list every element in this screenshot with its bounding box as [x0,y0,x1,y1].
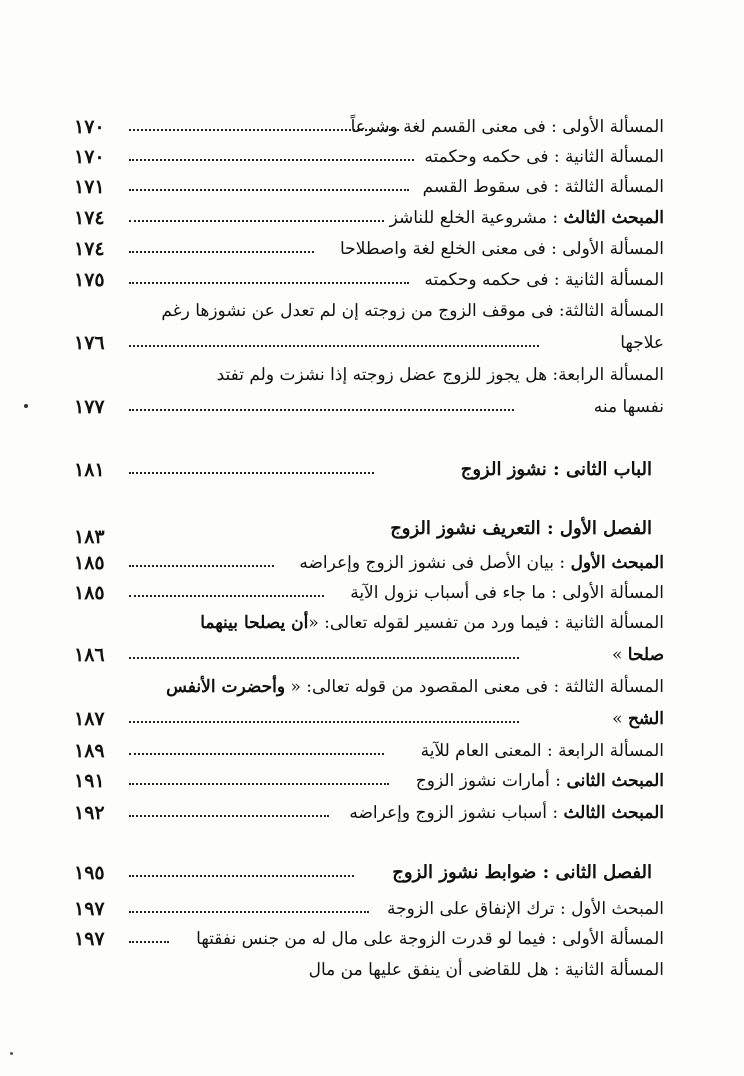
toc-entry[interactable] [74,608,664,670]
toc-entry-title: المسألة الثانية : فيما ورد من تفسير لقوله تعالى: « [308,613,664,633]
leader-dots [129,908,369,913]
toc-entry[interactable] [74,924,664,954]
toc-entry-label: الباب الثانى : نشوز الزوج [460,459,652,480]
section-heading: المبحث الثالث [563,208,664,228]
toc-entry[interactable] [74,955,664,985]
section-heading: المبحث الثالث [563,803,664,823]
chapter-heading[interactable] [74,455,664,485]
section-heading: المبحث الأول [570,553,664,573]
toc-entry-continuation [612,704,664,734]
quran-quote-end: الشح [627,709,664,729]
quran-quote: أن يصلحا بينهما [200,613,309,633]
leader-dots [129,186,409,191]
toc-entry-title: : بيان الأصل فى نشوز الزوج وإعراضه [299,553,571,573]
page-number: ١٧٧ [74,396,105,418]
page-number: ١٩٥ [74,862,105,884]
toc-entry-label: المسألة الرابعة: هل يجوز للزوج عضل زوجته إذا نشزت ولم تفتد [216,365,664,385]
leader-dots [129,718,519,723]
leader-dots [129,938,169,943]
page-speck [24,404,28,408]
page-number: ١٧٠ [74,146,105,168]
leader-dots [129,248,314,253]
toc-entry[interactable] [74,112,664,142]
leader-dots [129,406,514,411]
toc-entry[interactable] [74,172,664,202]
toc-entry[interactable] [74,296,664,358]
toc-entry[interactable] [74,766,664,796]
leader-dots [129,469,374,474]
toc-entry[interactable] [74,360,664,422]
toc-entry-label: المبحث الأول : ترك الإنفاق على الزوجة [387,899,664,919]
quran-quote: وأحضرت الأنفس [166,677,286,697]
toc-entry-label: الفصل الثانى : ضوابط نشوز الزوج [392,862,652,883]
quote-close: » [612,709,628,729]
page-number: ١٨٦ [74,644,105,666]
page-number: ١٧٠ [74,116,105,138]
toc-entry-label: المسألة الأولى : ما جاء فى أسباب نزول الآية [350,583,664,603]
toc-entry-label: المسألة الرابعة : المعنى العام للآية [420,741,664,761]
page-number: ١٧١ [74,176,105,198]
page-number: ١٨٣ [74,526,105,548]
leader-dots [129,750,384,755]
toc-entry[interactable] [74,142,664,172]
toc-entry[interactable] [74,672,664,734]
section-heading[interactable] [74,858,664,888]
page-number: ١٨٥ [74,582,105,604]
toc-entry-label [166,672,664,702]
toc-entry-title: : مشروعية الخلع للناشز [389,208,564,228]
toc-entry-label [349,798,664,828]
leader-dots [129,592,324,597]
leader-dots [129,156,414,161]
toc-entry-label: الفصل الأول : التعريف نشوز الزوج [390,518,652,539]
toc-entry-label [390,203,664,233]
section-heading[interactable] [74,514,664,548]
toc-entry-label: المسألة الثانية : هل للقاضى أن ينفق عليها من مال [308,960,664,980]
page-number: ١٩٢ [74,802,105,824]
page-number: ١٨١ [74,459,105,481]
toc-entry-label: المسألة الثالثة: فى موقف الزوج من زوجته إن لم تعدل عن نشوزها رغم [161,301,664,321]
table-of-contents [74,0,664,1076]
leader-dots [129,780,389,785]
toc-entry[interactable] [74,736,664,766]
toc-entry[interactable] [74,203,664,233]
toc-entry[interactable] [74,265,664,295]
toc-entry-label: المسألة الأولى : فى معنى القسم لغة وشرعاً [350,117,664,137]
leader-dots [129,562,274,567]
page-number: ١٧٤ [74,207,105,229]
page-number: ١٩٧ [74,928,105,950]
toc-entry-title: : أسباب نشوز الزوج وإعراضه [349,803,564,823]
page-speck [10,1052,13,1055]
leader-dots [129,342,539,347]
toc-entry-label [299,548,664,578]
leader-dots [129,279,409,284]
page-number: ١٧٤ [74,238,105,260]
toc-entry[interactable] [74,798,664,828]
toc-entry-label: المسألة الثانية : فى حكمه وحكمته [424,147,664,167]
quran-quote-end: صلحا [627,645,664,665]
toc-entry[interactable] [74,578,664,608]
page-number: ١٩٧ [74,898,105,920]
toc-entry-continuation [612,640,664,670]
toc-entry[interactable] [74,894,664,924]
toc-entry-label: المسألة الثالثة : فى سقوط القسم [422,177,664,197]
toc-entry-title: : أمارات نشوز الزوج [415,771,567,791]
leader-dots [129,812,329,817]
page-number: ١٧٥ [74,269,105,291]
toc-entry-title: المسألة الثالثة : فى معنى المقصود من قوله تعالى: « [285,677,664,697]
toc-entry-continuation: علاجها [620,333,664,353]
toc-entry[interactable] [74,548,664,578]
page-number: ١٩١ [74,770,105,792]
page-number: ١٨٥ [74,552,105,574]
toc-entry[interactable] [74,234,664,264]
quote-close: » [611,645,628,665]
toc-entry-label: المسألة الثانية : فى حكمه وحكمته [424,270,664,290]
toc-entry-label: المسألة الأولى : فى معنى الخلع لغة واصطلاحا [340,239,664,259]
leader-dots [129,217,384,222]
leader-dots [129,654,519,659]
toc-entry-label [200,608,664,638]
toc-entry-label: المسألة الأولى : فيما لو قدرت الزوجة على مال له من جنس نفقتها [196,929,664,949]
toc-entry-label [416,766,664,796]
leader-dots [129,872,354,877]
page-number: ١٨٩ [74,740,105,762]
page-number: ١٨٧ [74,708,105,730]
section-heading: المبحث الثانى [566,771,664,791]
leader-dots [129,126,399,131]
toc-entry-continuation: نفسها منه [593,397,664,417]
page-number: ١٧٦ [74,332,105,354]
